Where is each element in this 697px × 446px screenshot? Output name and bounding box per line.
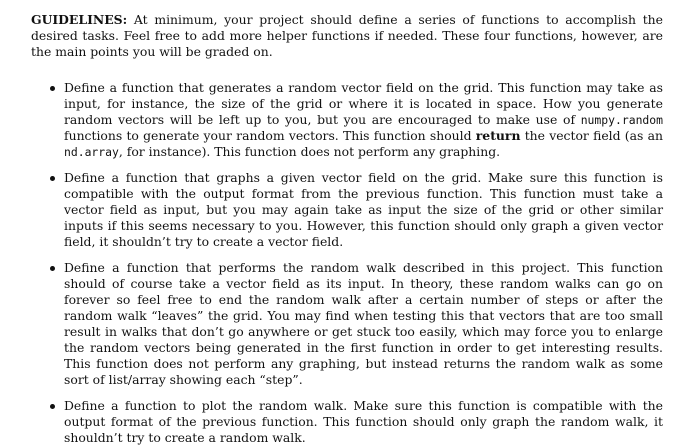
item-1-code-nd-array: nd.array (64, 145, 119, 159)
guidelines-list (31, 80, 663, 446)
item-1-text-c: the vector field (as an (520, 128, 663, 143)
list-item (31, 398, 663, 446)
bullet-icon (50, 176, 55, 181)
guidelines-intro (31, 12, 663, 60)
item-2-text: Define a function that graphs a given vector field on the grid. Make sure this function is compatible with the output format from the previous function. This function must take a vector field as input, but you may again take as input the size of the grid or other similar inputs if this seems necessary to you. However, this function should only graph a given vector field, it shouldn’t try to create a vector field. (64, 170, 663, 249)
list-item (31, 80, 663, 160)
bullet-icon (50, 86, 55, 91)
bullet-icon (50, 404, 55, 409)
list-item (31, 260, 663, 388)
item-4-text: Define a function to plot the random walk. Make sure this function is compatible with the output format of the previous function. This function should only graph the random walk, it shouldn’t try to create a random walk. (64, 398, 663, 445)
bullet-icon (50, 266, 55, 271)
guidelines-heading: GUIDELINES: (31, 12, 128, 27)
item-1-text-b: functions to generate your random vectors. This function should (64, 128, 476, 143)
item-1-text-d: , for instance). This function does not perform any graphing. (118, 144, 501, 159)
item-3-text: Define a function that performs the random walk described in this project. This function should of course take a vector field as its input. In theory, these random walks can go on forever so feel free to end the random walk after a certain number of steps or after the random walk “leaves” the grid. You may find when testing this that vectors that are too small result in walks that don’t go anywhere or get stuck too easily, which may force you to enlarge the random vectors being generated in the first function in order to get interesting results. This function does not perform any graphing, but instead returns the random walk as some sort of list/array showing each “step”. (64, 260, 663, 387)
item-1-code-numpy-random: numpy.random (580, 113, 663, 127)
list-item (31, 170, 663, 250)
item-1-bold-return: return (475, 128, 521, 143)
item-1-text-a: Define a function that generates a random vector field on the grid. This function may take as input, for instance, the size of the grid or where it is located in space. How you generate random vectors will be left up to you, but you are encouraged to make use of (64, 80, 663, 127)
guidelines-intro-text: At minimum, your project should define a series of functions to accomplish the desired tasks. Feel free to add more helper functions if needed. These four functions, however, are the main points you will be graded on. (31, 12, 663, 59)
